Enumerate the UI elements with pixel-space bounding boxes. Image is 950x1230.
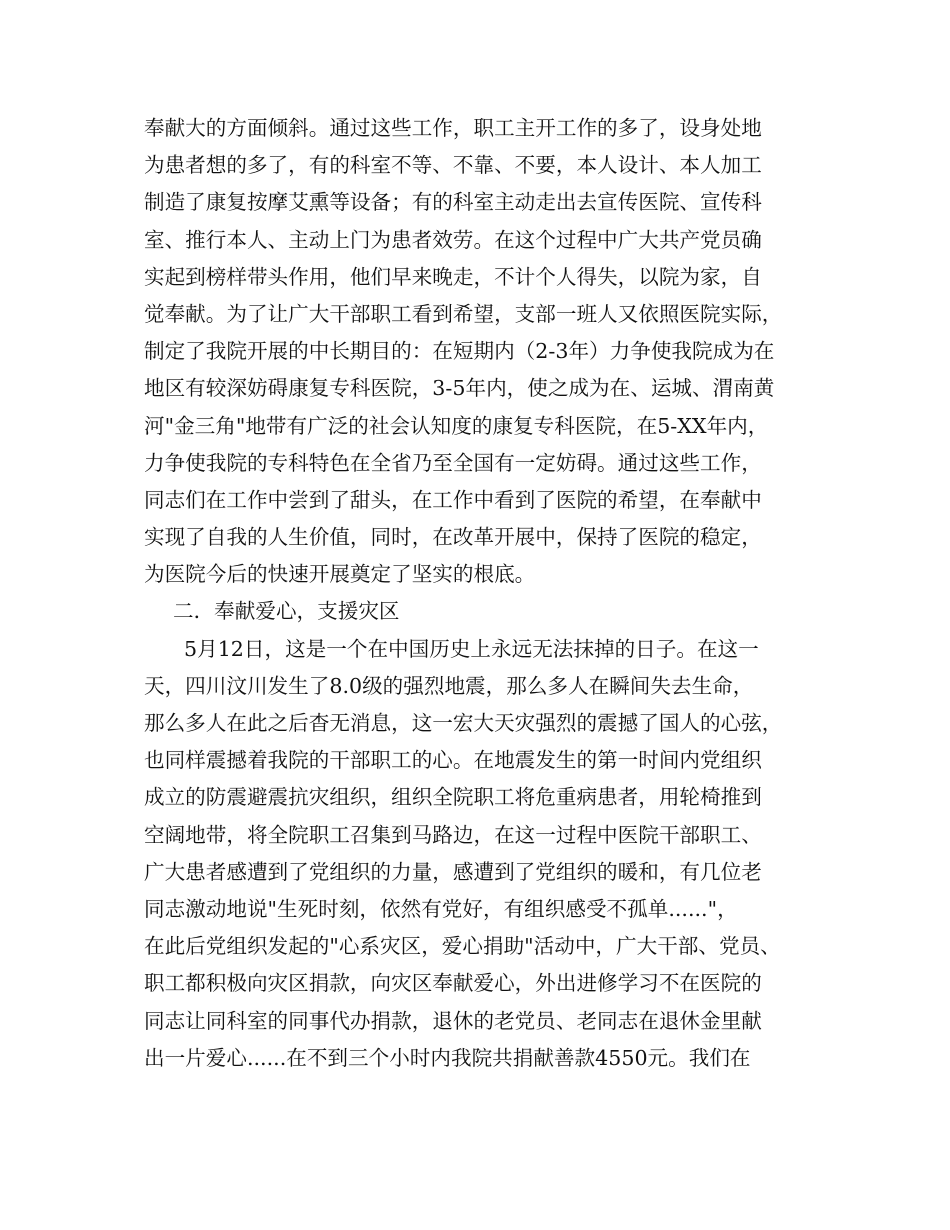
text-line: 5月12日，这是一个在中国历史上永远无法抹掉的日子。在这一: [184, 636, 759, 661]
text-line: 奉献大的方面倾斜。通过这些工作，职工主开工作的多了，设身处地: [144, 116, 762, 140]
text-line: 出一片爱心......在不到三个小时内我院共捐献善款4550元。我们在: [144, 1045, 751, 1070]
paragraph-2: [144, 631, 834, 1077]
text-line: 成立的防震避震抗灾组织，组织全院职工将危重病患者，用轮椅推到: [144, 785, 762, 810]
text-line: 在此后党组织发起的"心系灾区，爱心捐助"活动中，广大干部、党员、: [144, 934, 781, 959]
text-line: 室、推行本人、主动上门为患者效劳。在这个过程中广大共产党员确: [144, 227, 762, 252]
text-line: 同志让同科室的同事代办捐款，退休的老党员、老同志在退休金里献: [144, 1008, 762, 1033]
section-heading: 二．奉献爱心，支援灾区: [173, 599, 400, 624]
text-line: 同志激动地说"生死时刻，依然有党好，有组织感受不孤单......"，: [144, 896, 738, 921]
text-line: 力争使我院的专科特色在全省乃至全国有一定妨碍。通过这些工作，: [144, 450, 762, 475]
text-line: 实起到榜样带头作用，他们早来晚走，不计个人得失，以院为家，自: [144, 264, 762, 289]
paragraph-1: [144, 110, 834, 593]
text-line: 实现了自我的人生价值，同时，在改革开展中，保持了医院的稳定，: [144, 525, 762, 550]
text-line: 河"金三角"地带有广泛的社会认知度的康复专科医院，在5-XX年内，: [144, 413, 769, 438]
document-page: [144, 110, 834, 1077]
text-line: 也同样震撼着我院的干部职工的心。在地震发生的第一时间内党组织: [144, 748, 762, 773]
text-line: 职工都积极向灾区捐款，向灾区奉献爱心，外出进修学习不在医院的: [144, 971, 762, 996]
text-line: 同志们在工作中尝到了甜头，在工作中看到了医院的希望，在奉献中: [144, 487, 762, 512]
text-line: 觉奉献。为了让广大干部职工看到希望，支部一班人又依照医院实际，: [144, 301, 783, 326]
text-line: 地区有较深妨碍康复专科医院，3-5年内，使之成为在、运城、渭南黄: [144, 376, 775, 401]
text-line: 制定了我院开展的中长期目的：在短期内（2-3年）力争使我院成为在: [144, 339, 775, 364]
text-line: 广大患者感遭到了党组织的力量，感遭到了党组织的暖和，有几位老: [144, 859, 762, 884]
text-line: 制造了康复按摩艾熏等设备；有的科室主动走出去宣传医院、宣传科: [144, 190, 762, 215]
text-line: 空阔地带，将全院职工召集到马路边，在这一过程中医院干部职工、: [144, 822, 762, 847]
text-line: 为医院今后的快速开展奠定了坚实的根底。: [144, 562, 536, 587]
text-line: 那么多人在此之后杳无消息，这一宏大天灾强烈的震撼了国人的心弦，: [144, 711, 783, 735]
text-line: 天，四川汶川发生了8.0级的强烈地震，那么多人在瞬间失去生命，: [144, 673, 754, 698]
text-line: 为患者想的多了，有的科室不等、不靠、不要，本人设计、本人加工: [144, 153, 762, 178]
